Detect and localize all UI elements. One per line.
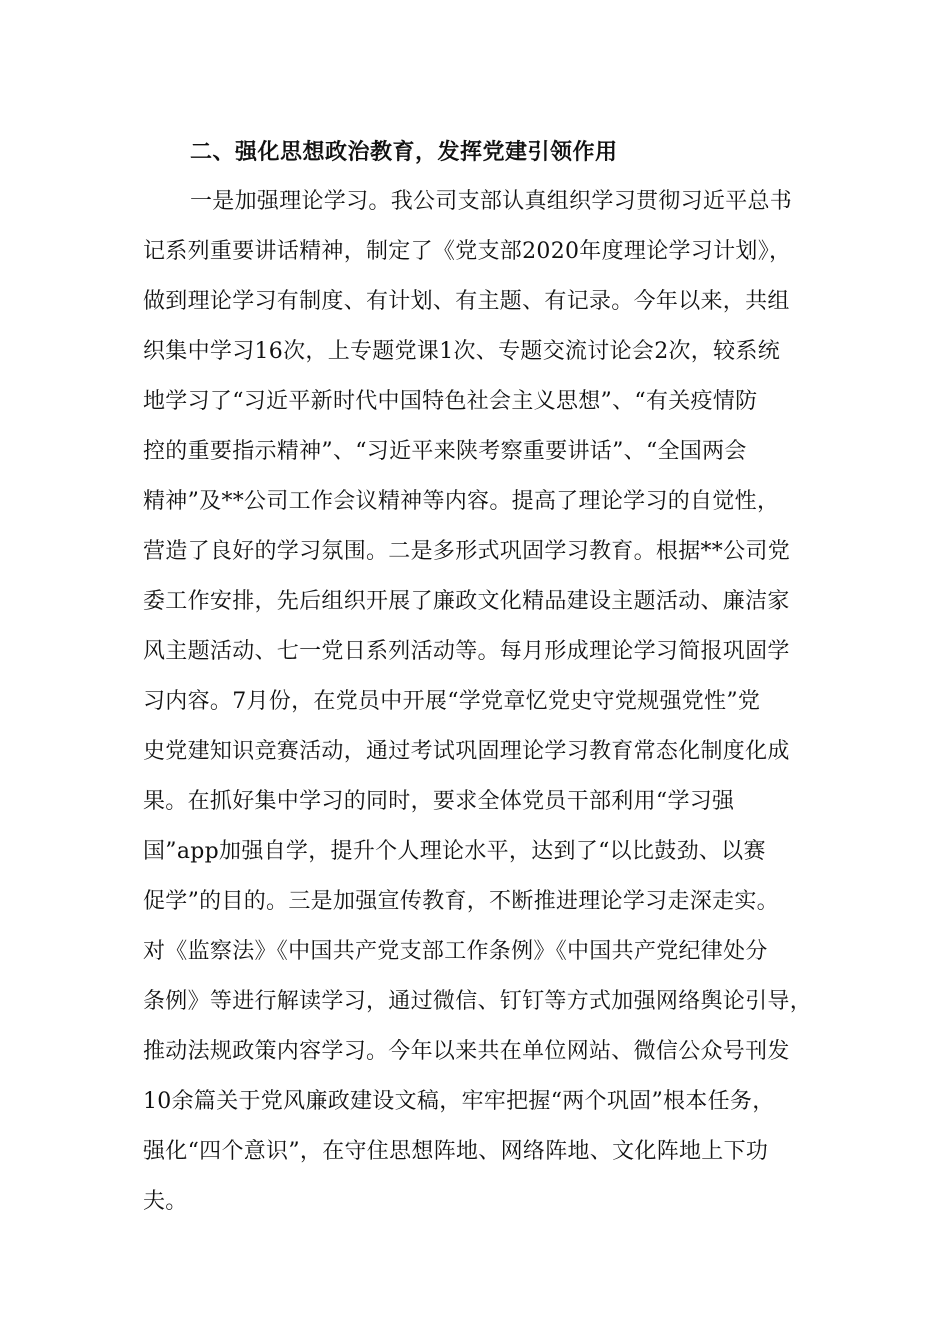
paragraph-line: 做到理论学习有制度、有计划、有主题、有记录。今年以来，共组 xyxy=(143,289,790,314)
paragraph-line: 果。在抓好集中学习的同时，要求全体党员干部利用“学习强 xyxy=(143,789,735,814)
paragraph-line: 织集中学习16次，上专题党课1次、专题交流讨论会2次，较系统 xyxy=(143,339,780,364)
paragraph-line: 对《监察法》《中国共产党支部工作条例》《中国共产党纪律处分 xyxy=(143,939,768,964)
paragraph-line: 推动法规政策内容学习。今年以来共在单位网站、微信公众号刊发 xyxy=(143,1039,790,1064)
paragraph-line: 控的重要指示精神”、“习近平来陕考察重要讲话”、“全国两会 xyxy=(143,439,747,464)
paragraph-line: 夫。 xyxy=(143,1189,188,1214)
paragraph-line: 促学”的目的。三是加强宣传教育，不断推进理论学习走深走实。 xyxy=(143,889,779,914)
paragraph-line: 强化“四个意识”，在守住思想阵地、网络阵地、文化阵地上下功 xyxy=(143,1139,769,1164)
paragraph-line: 10余篇关于党风廉政建设文稿，牢牢把握“两个巩固”根本任务， xyxy=(143,1089,775,1114)
paragraph-line: 国”app加强自学，提升个人理论水平，达到了“以比鼓劲、以赛 xyxy=(143,839,766,864)
paragraph-line: 地学习了“习近平新时代中国特色社会主义思想”、“有关疫情防 xyxy=(143,389,758,414)
paragraph-line: 记系列重要讲话精神，制定了《党支部2020年度理论学习计划》， xyxy=(143,239,792,264)
section-heading: 二、强化思想政治教育，发挥党建引领作用 xyxy=(190,139,618,165)
paragraph-line: 史党建知识竞赛活动，通过考试巩固理论学习教育常态化制度化成 xyxy=(143,739,790,764)
paragraph-line: 营造了良好的学习氛围。二是多形式巩固学习教育。根据**公司党 xyxy=(143,539,791,564)
paragraph-line: 风主题活动、七一党日系列活动等。每月形成理论学习简报巩固学 xyxy=(143,639,790,664)
paragraph-line: 精神”及**公司工作会议精神等内容。提高了理论学习的自觉性， xyxy=(143,489,780,514)
paragraph-line: 委工作安排，先后组织开展了廉政文化精品建设主题活动、廉洁家 xyxy=(143,589,790,614)
paragraph-line: 一是加强理论学习。我公司支部认真组织学习贯彻习近平总书 xyxy=(190,189,793,214)
paragraph-line: 习内容。7月份，在党员中开展“学党章忆党史守党规强党性”党 xyxy=(143,689,761,714)
paragraph-line: 条例》等进行解读学习，通过微信、钉钉等方式加强网络舆论引导， xyxy=(143,989,813,1014)
